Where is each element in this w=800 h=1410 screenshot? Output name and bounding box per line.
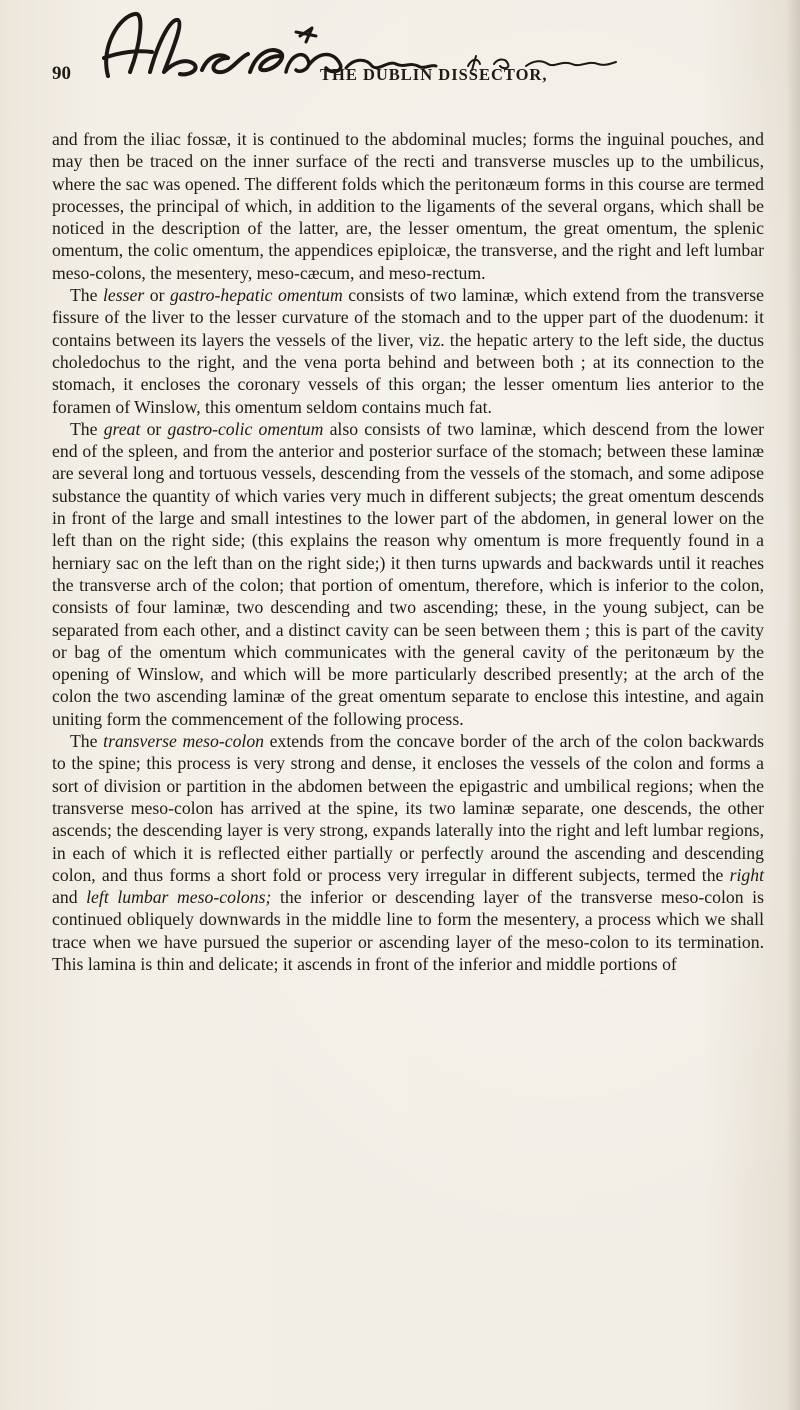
running-head: THE DUBLIN DISSECTOR,	[320, 65, 548, 84]
p2-lead: The	[70, 285, 103, 306]
p3-rest: also consists of two laminæ, which descend from the lower end of the spleen, and from the anterior and posterior surface of the stomach; between these laminæ are several long and tortuous vessels, descending from the vessels of the stomach, and some adipose substance the quantity of which varies very much in different subjects; the great omentum descends in front of the large and small intestines to the lower part of the abdomen, in general lower on the left than on the right side; (this explains the reason why omentum is more frequently found in a herniary sac on the left than on the right side;) it then turns upwards and backwards until it reaches the transverse arch of the colon; that portion of omentum, therefore, which is inferior to the colon, consists of four laminæ, two descending and two ascending; these, in the young subject, can be separated from each other, and a distinct cavity can be seen between them ; this is part of the cavity or bag of the omentum which communicates with the general cavity of the peritonæum by the opening of Winslow, and which will be more particularly described presently; at the arch of the colon the two ascending laminæ of the great omentum separate to enclose this intestine, and again uniting form the commencement of the following process.	[52, 418, 765, 729]
p3-or: or	[140, 418, 168, 439]
term-gastro-colic-omentum: gastro-colic omentum	[167, 418, 324, 439]
paragraph-1: and from the iliac fossæ, it is continued to the abdominal mucles; forms the inguinal pouches, and may then be traced on the inner surface of the recti and transverse muscles up to the umbilicus, where the sac was opened. The different folds which the peritonæum forms in this course are termed processes, the principal of which, in addition to the ligaments of the several organs, which shall be noticed in the description of the latter, are, the lesser omentum, the great omentum, the splenic omentum, the colic omentum, the appendices epiploicæ, the transverse, and the right and left lumbar meso-colons, the mesentery, meso-cæcum, and meso-rectum.	[52, 129, 764, 283]
page-header	[52, 57, 772, 87]
p2-or: or	[144, 285, 170, 306]
term-great: great	[103, 418, 141, 439]
paragraph-transverse-meso-colon	[52, 730, 764, 975]
p2-rest: consists of two laminæ, which extend from the transverse fissure of the liver to the lesser curvature of the stomach and to the upper part of the duodenum: it contains between its layers the vessels of the liver, viz. the hepatic artery to the left side, the ductus choledochus to the right, and the vena porta behind and between both ; at its connection to the stomach, it encloses the coronary vessels of this organ; the lesser omentum lies anterior to the foramen of Winslow, this omentum seldom contains much fat.	[52, 285, 764, 417]
body-text	[52, 128, 764, 975]
term-gastro-hepatic-omentum: gastro-hepatic omentum	[169, 285, 343, 306]
p4-part2: the inferior or descending layer of the transverse meso-colon is continued obliquely downwards in the middle line to form the mesentery, a process which we shall trace when we have pursued the superior or ascending layer of the meso-colon to its termination. This lamina is thin and delicate; it ascends in front of the inferior and middle portions of	[52, 887, 764, 974]
term-transverse-meso-colon: transverse meso-colon	[103, 731, 265, 752]
p4-and: and	[52, 887, 87, 908]
term-left-lumbar-meso-colons: left lumbar meso-colons;	[86, 887, 272, 908]
term-lesser: lesser	[102, 285, 145, 306]
p4-lead: The	[70, 731, 104, 752]
term-right: right	[729, 864, 764, 885]
page-edge-shadow	[786, 0, 800, 1410]
p3-lead: The	[70, 418, 104, 439]
page-number: 90	[52, 63, 71, 84]
paragraph-great-omentum	[52, 418, 764, 730]
p4-part1: extends from the concave border of the arch of the colon backwards to the spine; this process is very strong and dense, it encloses the vessels of the colon and forms a sort of division or partition in the abdomen between the epigastric and umbilical regions; when the transverse meso-colon has arrived at the spine, its two laminæ separate, one descends, the other ascends; the descending layer is very strong, expands laterally into the right and left lumbar regions, in each of which it is reflected either partially or perfectly around the ascending and descending colon, and thus forms a short fold or process very irregular in different subjects, termed the	[52, 731, 764, 885]
paragraph-lesser-omentum	[52, 284, 764, 418]
